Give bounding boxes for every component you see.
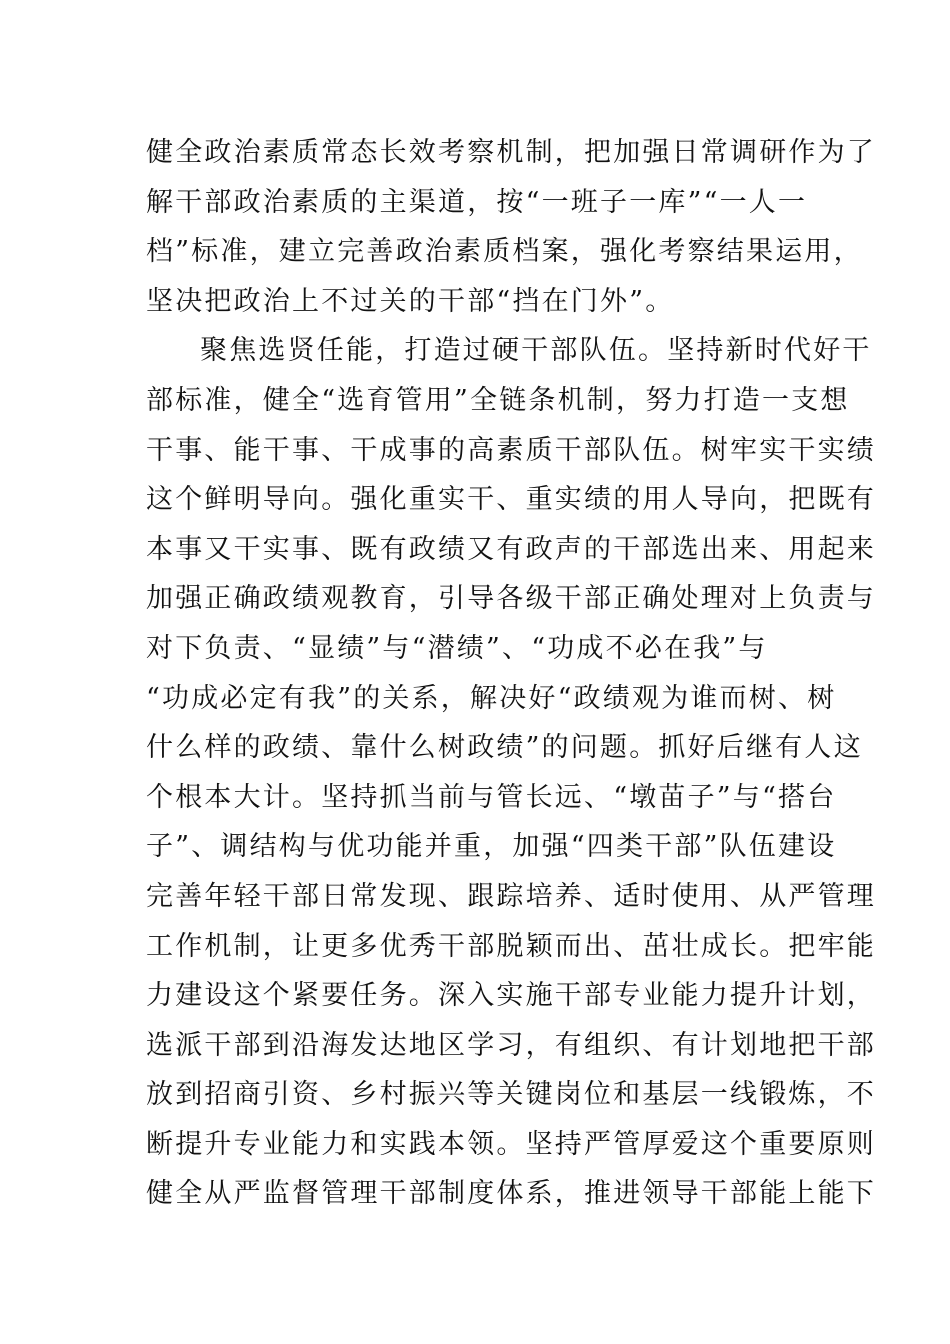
text-line: 工作机制，让更多优秀干部脱颖而出、茁壮成长。把牢能 — [146, 930, 876, 962]
text-line: 力建设这个紧要任务。深入实施干部专业能力提升计划， — [146, 980, 876, 1012]
text-line: 加强正确政绩观教育，引导各级干部正确处理对上负责与 — [146, 583, 876, 615]
text-line: 部标准，健全“选育管用”全链条机制，努力打造一支想 — [146, 384, 850, 416]
text-line: 档”标准，建立完善政治素质档案，强化考察结果运用， — [146, 236, 863, 268]
text-line: 健全政治素质常态长效考察机制，把加强日常调研作为了 — [146, 137, 876, 168]
paragraph-first-line: 聚焦选贤任能，打造过硬干部队伍。坚持新时代好干 — [200, 335, 872, 367]
text-line: 放到招商引资、乡村振兴等关键岗位和基层一线锻炼，不 — [146, 1079, 876, 1111]
text-line: 干事、能干事、干成事的高素质干部队伍。树牢实干实绩 — [146, 434, 876, 466]
text-line: 什么样的政绩、靠什么树政绩”的问题。抓好后继有人这 — [146, 732, 863, 764]
text-line: “功成必定有我”的关系，解决好“政绩观为谁而树、树 — [146, 682, 837, 714]
body-text — [146, 128, 876, 1219]
text-line: 断提升专业能力和实践本领。坚持严管厚爱这个重要原则 — [146, 1128, 876, 1160]
text-line: 选派干部到沿海发达地区学习，有组织、有计划地把干部 — [146, 1029, 876, 1061]
text-line: 这个鲜明导向。强化重实干、重实绩的用人导向，把既有 — [146, 484, 876, 516]
text-line: 健全从严监督管理干部制度体系，推进领导干部能上能下 — [146, 1178, 876, 1210]
text-line: 坚决把政治上不过关的干部“挡在门外”。 — [146, 285, 675, 317]
text-line: 对下负责、“显绩”与“潜绩”、“功成不必在我”与 — [146, 632, 768, 664]
text-line: 本事又干实事、既有政绩又有政声的干部选出来、用起来 — [146, 533, 876, 565]
text-line: 子”、调结构与优功能并重，加强“四类干部”队伍建设 — [146, 831, 837, 863]
text-line: 完善年轻干部日常发现、跟踪培养、适时使用、从严管理 — [146, 880, 876, 912]
text-line: 解干部政治素质的主渠道，按“一班子一库”“一人一 — [146, 186, 808, 218]
text-line: 个根本大计。坚持抓当前与管长远、“墩苗子”与“搭台 — [146, 781, 837, 813]
